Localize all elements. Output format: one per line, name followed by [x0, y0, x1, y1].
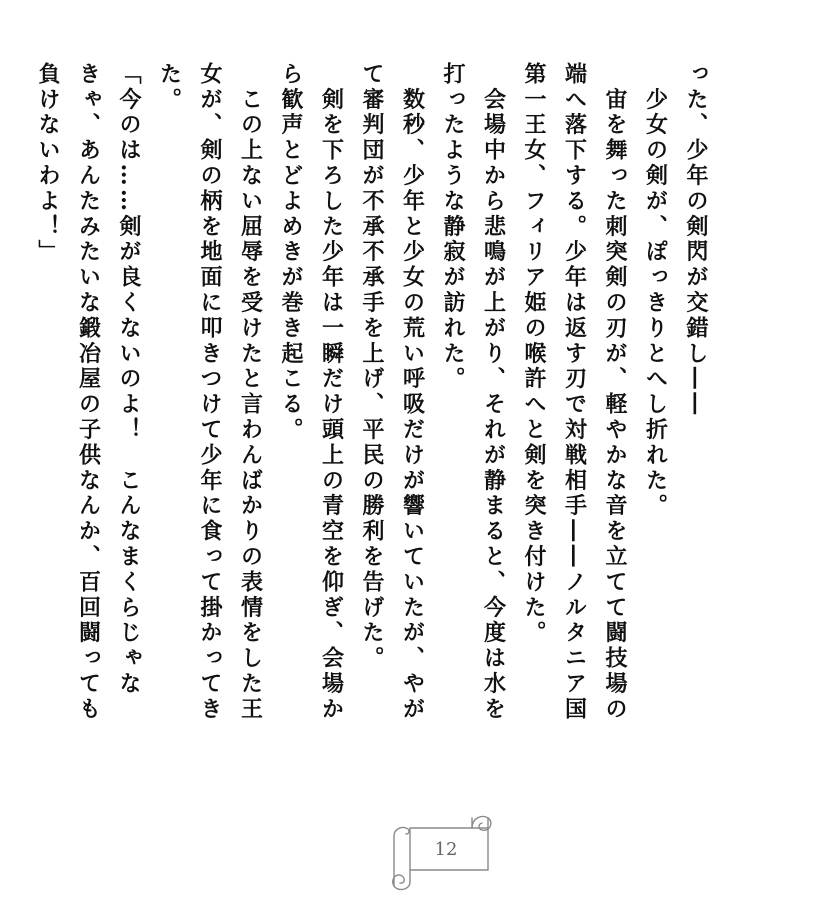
text-line: て審判団が不承不承手を上げ、平民の勝利を告げた。 — [359, 62, 385, 672]
page-number: 12 — [434, 839, 458, 860]
text-line: 剣を下ろした少年は一瞬だけ頭上の青空を仰ぎ、会場か — [318, 62, 345, 723]
text-line: 第一王女、フィリア姫の喉許へと剣を突き付けた。 — [521, 62, 547, 647]
text-line: 負けないわよ！」 — [35, 62, 61, 266]
text-line: きゃ、あんたみたいな鍛冶屋の子供なんか、百回闘っても — [75, 62, 102, 723]
text-line: この上ない屈辱を受けたと言わんばかりの表情をした王 — [237, 62, 264, 723]
text-line: 「今のは……剣が良くないのよ！ こんなまくらじゃな — [116, 62, 142, 697]
text-line: 会場中から悲鳴が上がり、それが静まると、今度は水を — [480, 62, 507, 723]
text-line: ら歓声とどよめきが巻き起こる。 — [278, 62, 304, 443]
text-line: 女が、剣の柄を地面に叩きつけて少年に食って掛かってき — [197, 62, 223, 723]
text-line: 数秒、少年と少女の荒い呼吸だけが響いていたが、やが — [399, 62, 426, 723]
text-line: 打ったような静寂が訪れた。 — [440, 62, 466, 393]
text-line: 宙を舞った刺突剣の刃が、軽やかな音を立てて闘技場の — [602, 62, 628, 723]
vertical-body-text — [28, 62, 717, 762]
text-line: 端へ落下する。少年は返す刃で対戦相手――ノルタニア国 — [561, 62, 588, 723]
text-line: 少女の剣が、ぽっきりとへし折れた。 — [642, 62, 669, 520]
text-line: った、少年の剣閃が交錯し―― — [683, 62, 709, 418]
text-line: た。 — [156, 62, 183, 113]
